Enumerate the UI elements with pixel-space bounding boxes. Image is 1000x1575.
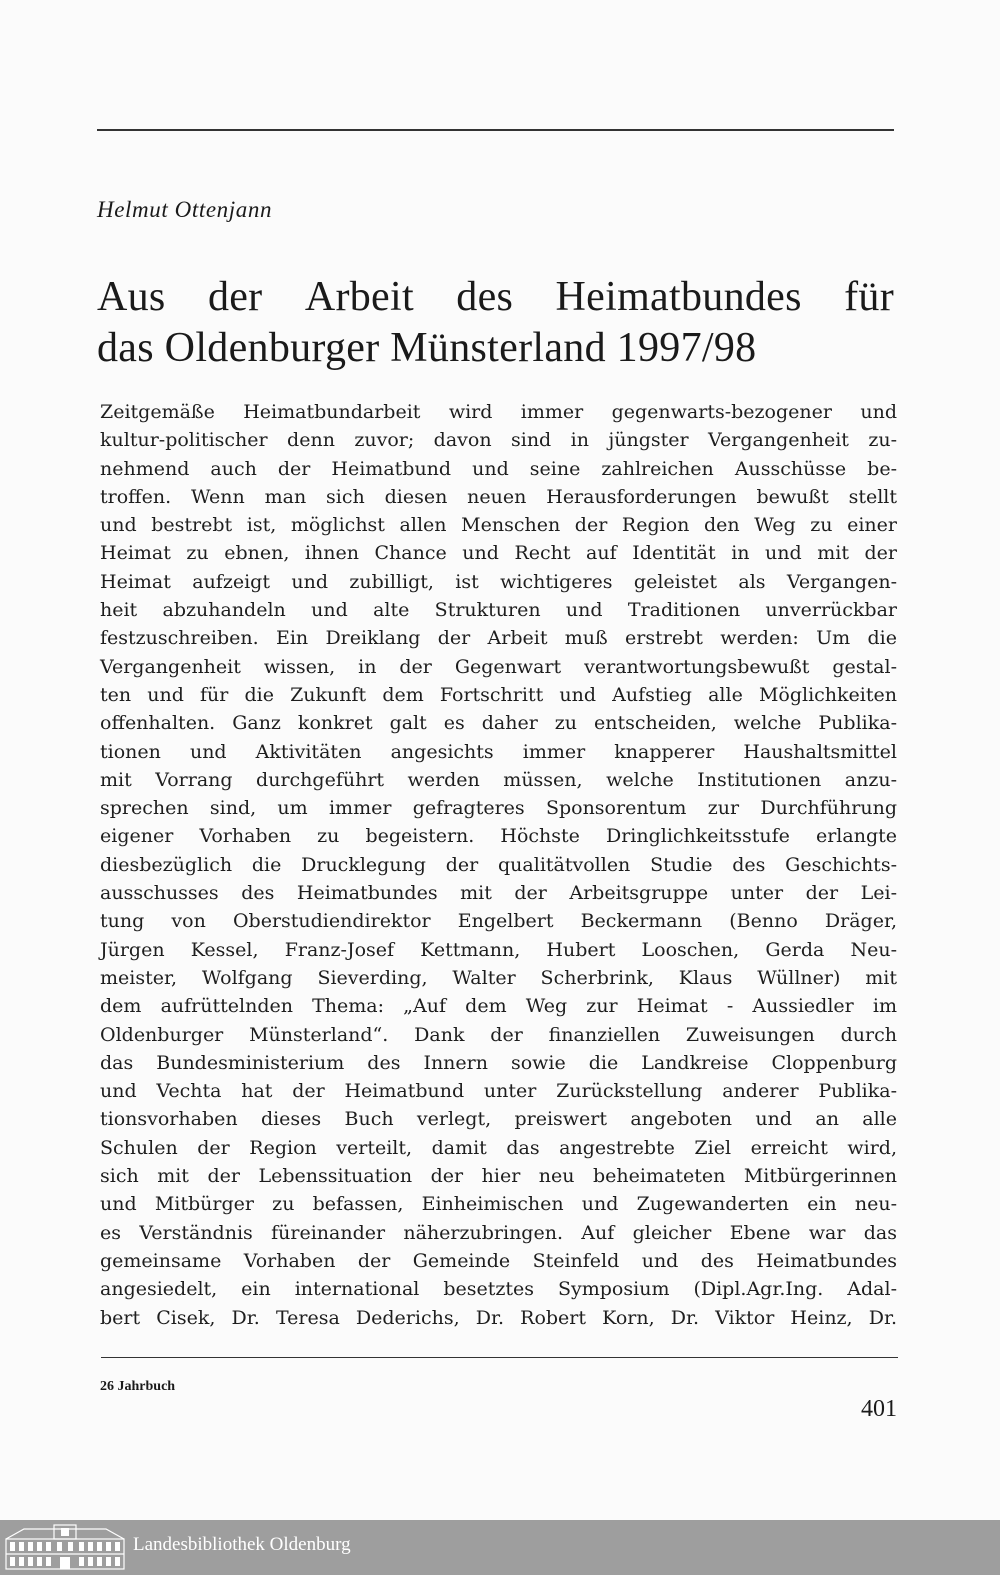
library-name: Landesbibliothek Oldenburg [133,1534,351,1555]
text-line: Jürgen Kessel, Franz-Josef Kettmann, Hubert Looschen, Gerda Neu- [100,938,897,961]
text-line: und Vechta hat der Heimatbund unter Zurückstellung anderer Publika- [100,1080,897,1103]
top-rule [97,129,894,131]
text-line: mit Vorrang durchgeführt werden müssen, welche Institutionen anzu- [100,768,897,791]
text-line: Zeitgemäße Heimatbundarbeit wird immer gegenwarts-bezogener und [100,401,897,423]
text-line: offenhalten. Ganz konkret galt es daher zu entscheiden, welche Publika- [100,712,897,735]
library-banner [0,1520,1000,1575]
title-line-1 [97,272,894,323]
text-line: es Verständnis füreinander näherzubringen. Auf gleicher Ebene war das [100,1221,897,1244]
page-number: 401 [861,1396,897,1422]
text-line: troffen. Wenn man sich diesen neuen Herausforderungen bewußt stellt [100,485,897,508]
text-line: diesbezüglich die Drucklegung der qualitätvollen Studie des Geschichts- [100,853,897,876]
text-line: Oldenburger Münsterland“. Dank der finanziellen Zuweisungen durch [100,1023,897,1046]
text-line: eigener Vorhaben zu begeistern. Höchste Dringlichkeitsstufe erlangte [100,825,897,848]
text-line: kultur-politischer denn zuvor; davon sind in jüngster Vergangenheit zu- [100,429,897,452]
text-line: Heimat zu ebnen, ihnen Chance und Recht auf Identität in und mit der [100,542,897,565]
footnote-rule [101,1357,898,1358]
text-line: bert Cisek, Dr. Teresa Dederichs, Dr. Robert Korn, Dr. Viktor Heinz, Dr. [100,1306,897,1329]
text-line: festzuschreiben. Ein Dreiklang der Arbeit muß erstrebt werden: Um die [100,627,897,650]
title-word: Heimatbundes [555,274,802,320]
title-word: Arbeit [304,274,414,320]
body-text [100,398,897,1332]
text-line: angesiedelt, ein international besetztes Symposium (Dipl.Agr.Ing. Adal- [100,1278,897,1301]
text-line: das Bundesministerium des Innern sowie die Landkreise Cloppenburg [100,1051,897,1074]
text-line: Heimat aufzeigt und zubilligt, ist wichtigeres geleistet als Vergangen- [100,570,897,593]
text-line: gemeinsame Vorhaben der Gemeinde Steinfeld und des Heimatbundes [100,1249,897,1272]
title-word: der [207,274,263,320]
article-title [97,272,897,374]
text-line: nehmend auch der Heimatbund und seine zahlreichen Ausschüsse be- [100,457,897,480]
title-line-2: das Oldenburger Münsterland 1997/98 [97,325,757,371]
text-line: tung von Oberstudiendirektor Engelbert Beckermann (Benno Dräger, [100,910,897,933]
author-name: Helmut Ottenjann [97,197,273,222]
title-word: für [844,274,894,320]
text-line: und bestrebt ist, möglichst allen Menschen der Region den Weg zu einer [100,514,897,537]
text-line: dem aufrüttelnden Thema: „Auf dem Weg zur Heimat - Aussiedler im [100,995,897,1018]
text-line: und Mitbürger zu befassen, Einheimischen und Zugewanderten ein neu- [100,1193,897,1216]
footnote-yearbook: 26 Jahrbuch [100,1379,176,1394]
text-line: ten und für die Zukunft dem Fortschritt und Aufstieg alle Möglichkeiten [100,683,897,706]
text-line: heit abzuhandeln und alte Strukturen und Traditionen unverrückbar [100,599,897,622]
title-word: des [456,274,514,320]
text-line: Vergangenheit wissen, in der Gegenwart verantwortungsbewußt gestal- [100,655,897,678]
text-line: meister, Wolfgang Sieverding, Walter Scherbrink, Klaus Wüllner) mit [100,966,897,989]
text-line: Schulen der Region verteilt, damit das angestrebte Ziel erreicht wird, [100,1136,897,1159]
text-line: ausschusses des Heimatbundes mit der Arbeitsgruppe unter der Lei- [100,882,897,905]
text-line: tionsvorhaben dieses Buch verlegt, preiswert angeboten und an alle [100,1108,897,1131]
text-line: sprechen sind, um immer gefragteres Sponsorentum zur Durchführung [100,797,897,820]
title-word: Aus [97,274,166,320]
text-line: sich mit der Lebenssituation der hier neu beheimateten Mitbürgerinnen [100,1165,897,1188]
text-line: tionen und Aktivitäten angesichts immer knapperer Haushaltsmittel [100,740,897,763]
library-building-icon [4,1523,126,1571]
